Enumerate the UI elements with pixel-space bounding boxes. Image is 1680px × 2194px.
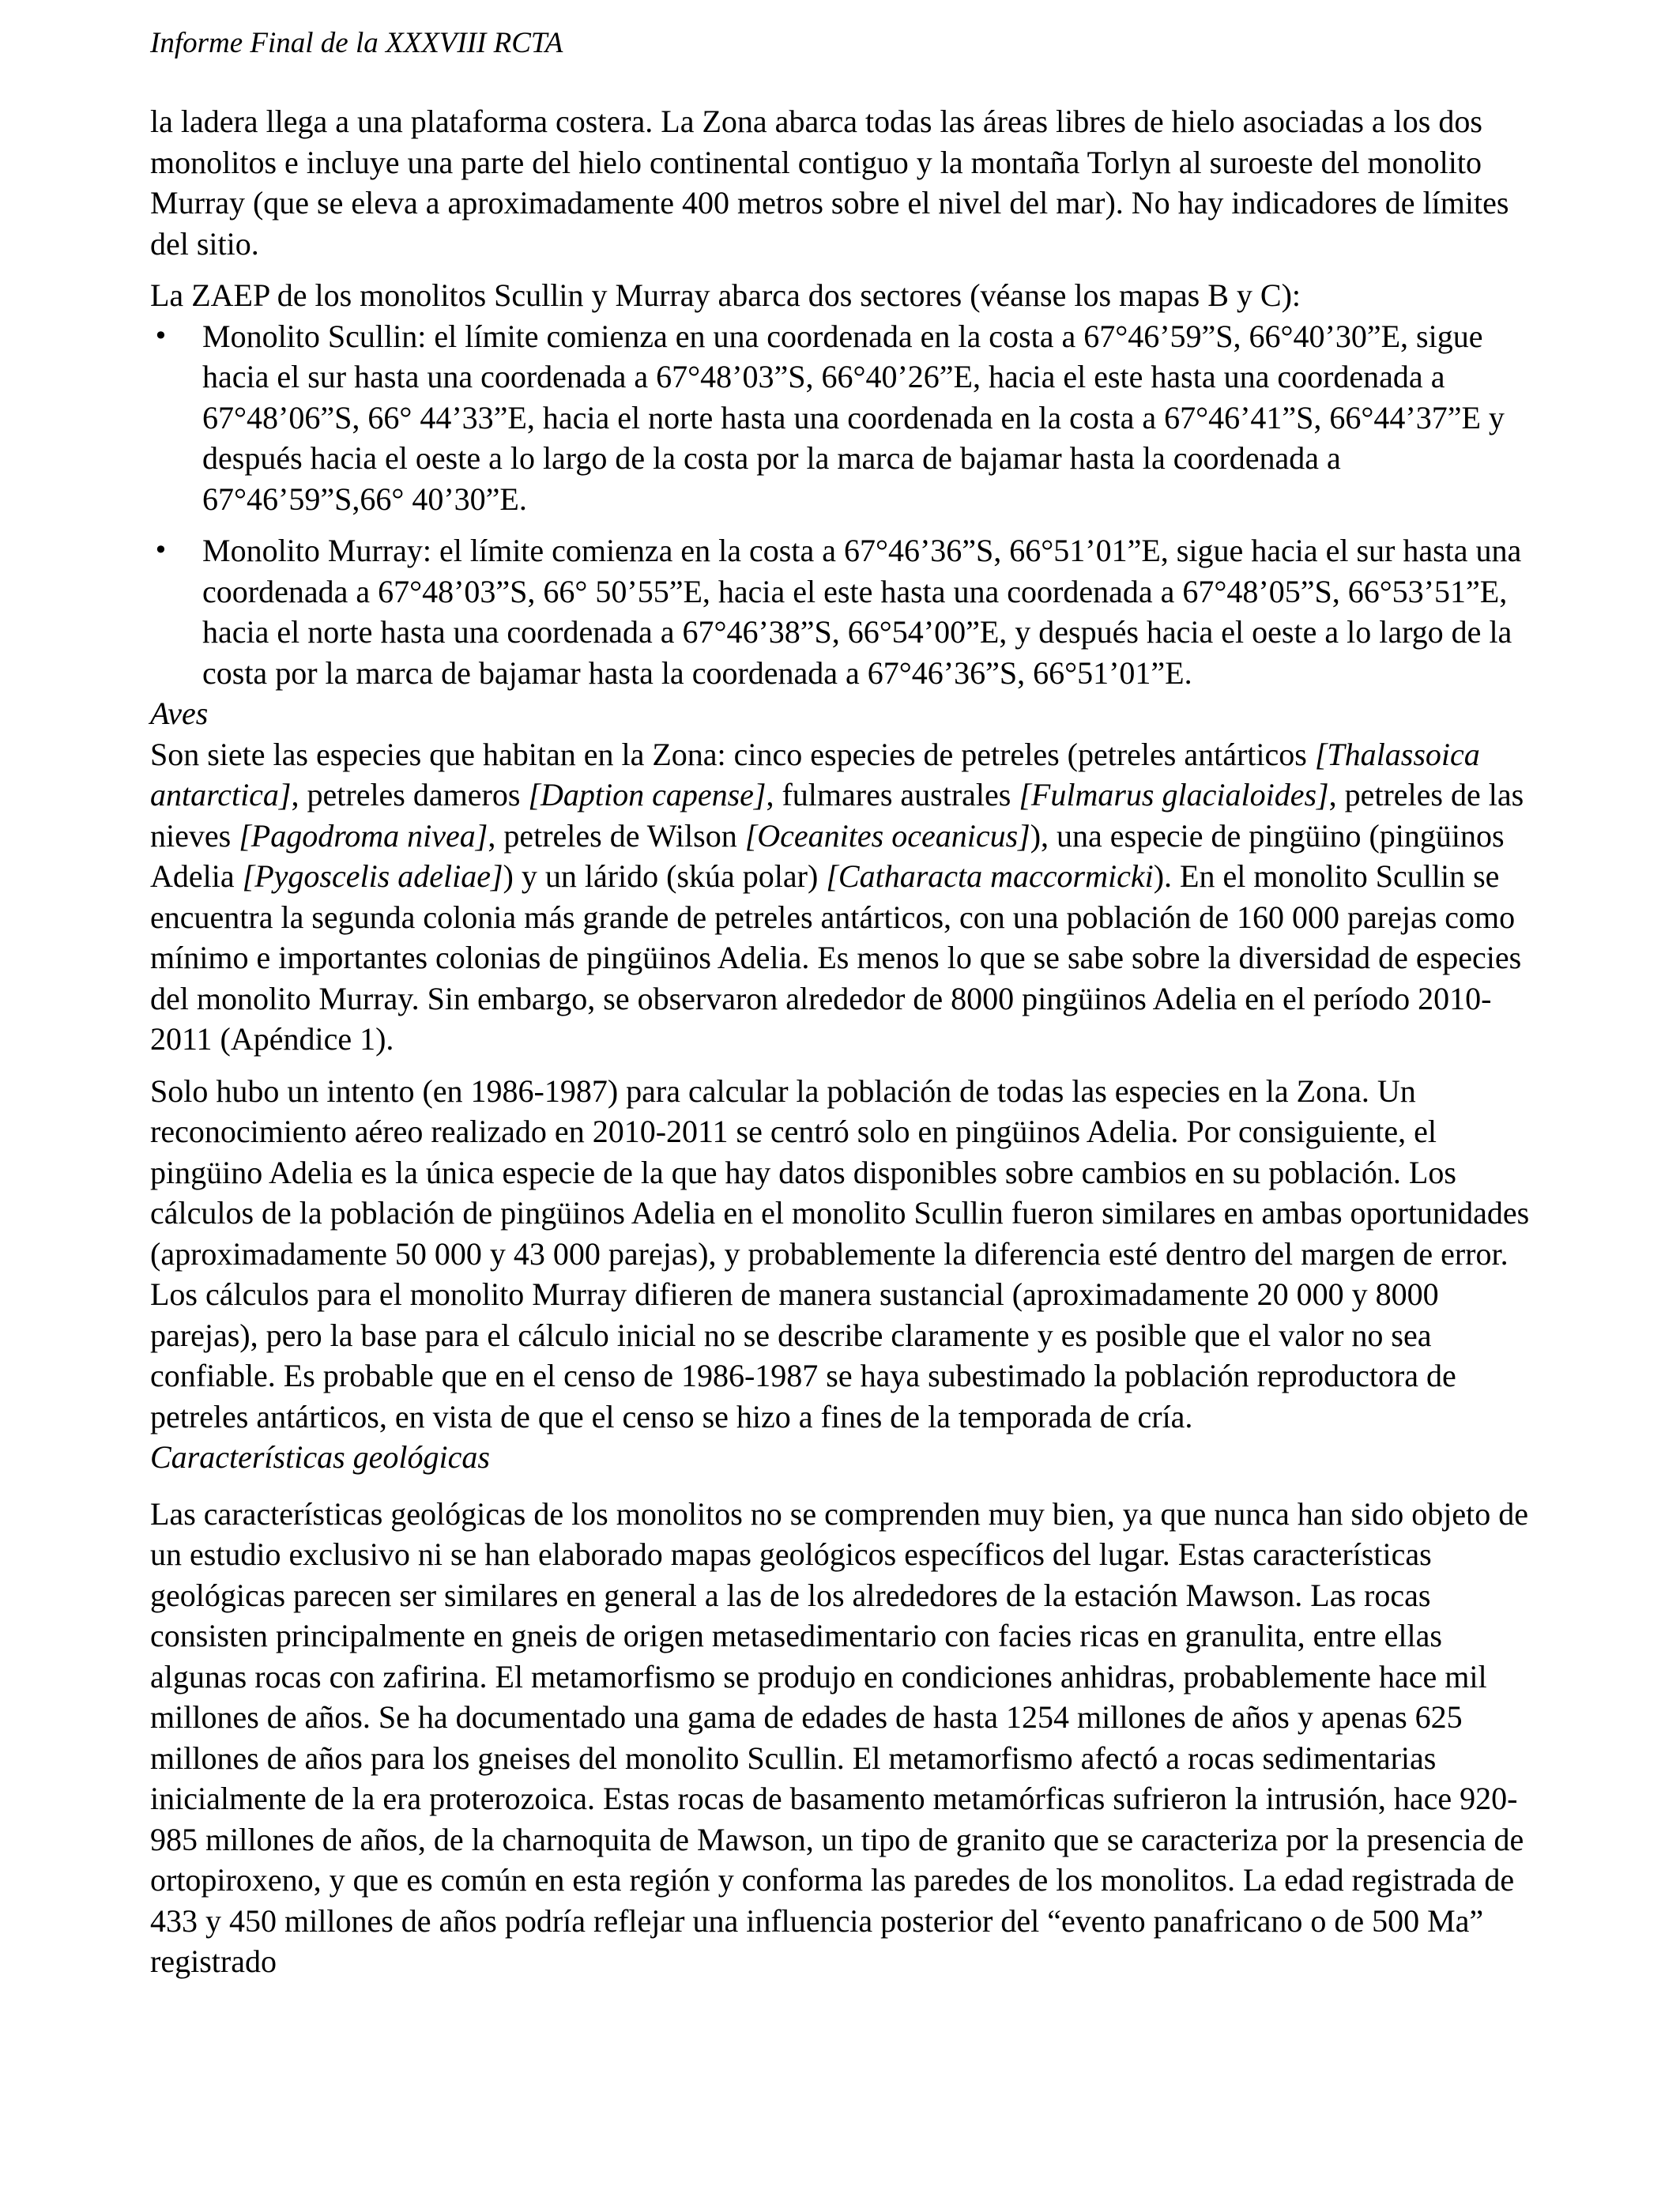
section-heading-birds: Aves [150,696,209,731]
text-run: , fulmares australes [766,777,1019,812]
list-item-murray-boundary [150,530,1537,693]
text-run: , petreles dameros [291,777,529,812]
continuation-paragraph: la ladera llega a una plataforma costera. La Zona abarca todas las áreas libres de hielo asociadas a los dos monolitos e incluye una parte del hielo continental contiguo y la montaña Torlyn al suroeste del monolito Murray (que se eleva a aproximadamente 400 metros sobre el nivel del mar). No hay indicadores de límites del sitio. [150,104,1509,262]
bullet-icon: • [153,535,168,565]
species-name: [Oceanites oceanicus] [744,817,1030,854]
section-heading-geology: Características geológicas [150,1439,490,1475]
bullet-icon: • [153,320,168,351]
geology-paragraph: Las características geológicas de los monolitos no se comprenden muy bien, ya que nunca han sido objeto de un estudio exclusivo ni se han elaborado mapas geológicos específicos del lugar. Estas características geológicas parecen ser similares en general a las de los alrededores de la estación Mawson. Las rocas consisten principalmente en gneis de origen metasedimentario con facies ricas en granulita, entre ellas algunas rocas con zafirina. El metamorfismo se produjo en condiciones anhidras, probablemente hace mil millones de años. Se ha documentado una gama de edades de hasta 1254 millones de años y apenas 625 millones de años para los gneises del monolito Scullin. El metamorfismo afectó a rocas sedimentarias inicialmente de la era proterozoica. Estas rocas de basamento metamórficas sufrieron la intrusión, hace 920-985 millones de años, de la charnoquita de Mawson, un tipo de granito que se caracteriza por la presencia de ortopiroxeno, y que es común en esta región y conforma las paredes de los monolitos. La edad registrada de 433 y 450 millones de años podría reflejar una influencia posterior del “evento panafricano o de 500 Ma” registrado [150,1495,1528,1979]
text-run: , petreles de Wilson [488,817,745,854]
species-name: [Catharacta maccormicki [826,858,1154,894]
text-run: ), una especie de pingüino (pingüinos Adelia [150,817,1505,894]
text-run: Son siete las especies que habitan en la Zona: cinco especies de petreles (petreles antárticos [150,736,1315,772]
running-header: Informe Final de la XXXVIII RCTA [150,27,563,59]
species-name: [Fulmarus glacialoides] [1019,777,1329,812]
list-item-text: Monolito Murray: el límite comienza en la costa a 67°46’36”S, 66°51’01”E, sigue hacia el sur hasta una coordenada a 67°48’03”S, 66° 50’55”E, hacia el este hasta una coordenada a 67°48’05”S, 66°53’51”E, hacia el norte hasta una coordenada a 67°46’38”S, 66°54’00”E, y después hacia el oeste a lo largo de la costa por la marca de bajamar hasta la coordenada a 67°46’36”S, 66°51’01”E. [202,533,1522,691]
species-name: [Daption capense] [528,777,767,812]
species-name: [Pygoscelis adeliae] [242,858,503,894]
birds-paragraph-species [150,734,1537,1060]
boundary-list [150,316,1537,694]
species-name: [Pagodroma nivea] [239,817,488,854]
page-body [150,101,1537,1982]
list-item-text: Monolito Scullin: el límite comienza en una coordenada en la costa a 67°46’59”S, 66°40’30”E, sigue hacia el sur hasta una coordenada a 67°48’03”S, 66°40’26”E, hacia el este hasta una coordenada a 67°48’06”S, 66° 44’33”E, hacia el norte hasta una coordenada en la costa a 67°46’41”S, 66°44’37”E y después hacia el oeste a lo largo de la costa por la marca de bajamar hasta la coordenada a 67°46’59”S,66° 40’30”E. [202,318,1505,517]
text-run: , petreles de las nieves [150,777,1524,854]
species-name: [Thalassoica antarctica] [150,736,1480,812]
text-run: ). En el monolito Scullin se encuentra la segunda colonia más grande de petreles antárticos, con una población de 160 000 parejas como mínimo e importantes colonias de pingüinos Adelia. Es menos lo que se sabe sobre la diversidad de especies del monolito Murray. Sin embargo, se observaron alrededor de 8000 pingüinos Adelia en el período 2010-2011 (Apéndice 1). [150,858,1522,1057]
text-run: ) y un lárido (skúa polar) [503,858,827,894]
birds-paragraph-population: Solo hubo un intento (en 1986-1987) para calcular la población de todas las especies en la Zona. Un reconocimiento aéreo realizado en 2010-2011 se centró solo en pingüinos Adelia. Por consiguiente, el pingüino Adelia es la única especie de la que hay datos disponibles sobre cambios en su población. Los cálculos de la población de pingüinos Adelia en el monolito Scullin fueron similares en ambas oportunidades (aproximadamente 50 000 y 43 000 parejas), y probablemente la diferencia esté dentro del margen de error. Los cálculos para el monolito Murray difieren de manera sustancial (aproximadamente 20 000 y 8000 parejas), pero la base para el cálculo inicial no se describe claramente y es posible que el valor no sea confiable. Es probable que en el censo de 1986-1987 se haya subestimado la población reproductora de petreles antárticos, en vista de que el censo se hizo a fines de la temporada de cría. [150,1072,1530,1434]
zaep-intro-paragraph: La ZAEP de los monolitos Scullin y Murray abarca dos sectores (véanse los mapas B y C): [150,277,1301,313]
list-item-scullin-boundary [150,316,1537,520]
